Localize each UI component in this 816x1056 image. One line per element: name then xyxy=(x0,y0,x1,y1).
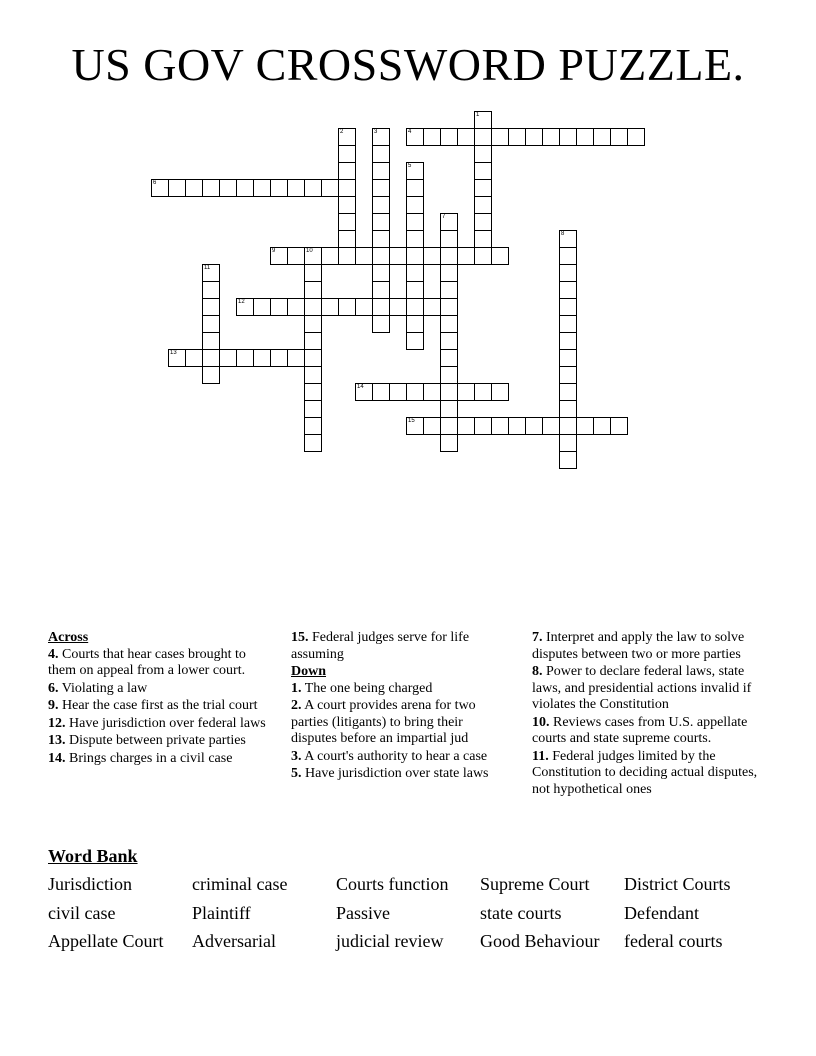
crossword-cell[interactable] xyxy=(236,349,254,367)
crossword-cell[interactable] xyxy=(372,145,390,163)
clue-across-15: 15. Federal judges serve for life assuming xyxy=(291,630,470,662)
crossword-cell[interactable] xyxy=(491,128,509,146)
crossword-cell[interactable] xyxy=(542,128,560,146)
crossword-cell[interactable] xyxy=(440,128,458,146)
clue-number: 11 xyxy=(204,265,211,271)
crossword-cell[interactable] xyxy=(440,247,458,265)
crossword-cell[interactable] xyxy=(525,417,543,435)
crossword-cell[interactable] xyxy=(474,111,492,129)
crossword-cell[interactable] xyxy=(610,128,628,146)
crossword-cell[interactable] xyxy=(270,298,288,316)
crossword-cell[interactable] xyxy=(440,230,458,248)
word-bank-item: Plaintiff xyxy=(192,902,251,923)
crossword-cell[interactable] xyxy=(406,230,424,248)
crossword-cell[interactable] xyxy=(372,298,390,316)
crossword-cell[interactable] xyxy=(304,332,322,350)
clue-down-8: 8. Power to declare federal laws, state laws, and presidential actions invalid if violates the Constitution xyxy=(532,664,752,712)
crossword-cell[interactable] xyxy=(406,247,424,265)
crossword-cell[interactable] xyxy=(151,179,169,197)
clue-across-14: 14. Brings charges in a civil case xyxy=(48,750,233,766)
crossword-cell[interactable] xyxy=(338,196,356,214)
clue-down-3: 3. A court's authority to hear a case xyxy=(291,748,488,764)
crossword-cell[interactable] xyxy=(406,332,424,350)
word-bank-item: Adversarial xyxy=(192,931,276,951)
clue-number: 13 xyxy=(170,350,177,356)
crossword-cell[interactable] xyxy=(406,213,424,231)
crossword-cell[interactable] xyxy=(491,247,509,265)
crossword-cell[interactable] xyxy=(491,417,509,435)
crossword-cell[interactable] xyxy=(593,417,611,435)
crossword-cell[interactable] xyxy=(304,366,322,384)
clue-down-7: 7. Interpret and apply the law to solve disputes between two or more parties xyxy=(532,630,745,662)
crossword-cell[interactable] xyxy=(559,128,577,146)
clue-number: 6 xyxy=(153,180,157,186)
word-bank-item: Defendant xyxy=(624,902,699,923)
clue-number: 9 xyxy=(272,248,276,254)
clue-column-2 xyxy=(291,630,505,784)
crossword-cell[interactable] xyxy=(457,128,475,146)
crossword-cell[interactable] xyxy=(304,434,322,452)
crossword-cell[interactable] xyxy=(304,264,322,282)
clue-number: 12 xyxy=(238,299,245,305)
crossword-cell[interactable] xyxy=(474,230,492,248)
crossword-cell[interactable] xyxy=(304,315,322,333)
clue-across-6: 6. Violating a law xyxy=(48,680,148,696)
crossword-cell[interactable] xyxy=(168,349,186,367)
crossword-cell[interactable] xyxy=(423,128,441,146)
clue-number: 15 xyxy=(408,418,415,424)
crossword-cell[interactable] xyxy=(474,417,492,435)
crossword-cell[interactable] xyxy=(406,162,424,180)
crossword-cell[interactable] xyxy=(406,298,424,316)
clue-across-4: 4. Courts that hear cases brought to them on appeal from a lower court. xyxy=(48,646,246,678)
word-bank-item: Courts function xyxy=(336,874,449,894)
clue-number: 14 xyxy=(357,384,364,390)
crossword-cell[interactable] xyxy=(474,162,492,180)
crossword-cell[interactable] xyxy=(440,434,458,452)
crossword-cell[interactable] xyxy=(559,230,577,248)
crossword-cell[interactable] xyxy=(508,417,526,435)
crossword-cell[interactable] xyxy=(304,281,322,299)
crossword-cell[interactable] xyxy=(406,315,424,333)
page-title: US GOV CROSSWORD PUZZLE. xyxy=(71,39,745,90)
clue-number: 2 xyxy=(340,129,344,135)
word-bank-item: District Courts xyxy=(624,874,731,894)
clue-down-11: 11. Federal judges limited by the Constitution to deciding actual disputes, not hypothetical ones xyxy=(532,748,758,797)
crossword-cell[interactable] xyxy=(321,247,339,265)
crossword-cell[interactable] xyxy=(202,315,220,333)
crossword-cell[interactable] xyxy=(202,281,220,299)
crossword-cell[interactable] xyxy=(372,213,390,231)
crossword-cell[interactable] xyxy=(287,349,305,367)
crossword-cell[interactable] xyxy=(338,298,356,316)
crossword-cell[interactable] xyxy=(440,383,458,401)
clue-down-10: 10. Reviews cases from U.S. appellate courts and state supreme courts. xyxy=(532,714,748,746)
crossword-cell[interactable] xyxy=(338,213,356,231)
crossword-cell[interactable] xyxy=(372,128,390,146)
crossword-cell[interactable] xyxy=(559,434,577,452)
crossword-cell[interactable] xyxy=(423,383,441,401)
crossword-cell[interactable] xyxy=(253,298,271,316)
crossword-cell[interactable] xyxy=(474,213,492,231)
crossword-cell[interactable] xyxy=(406,128,424,146)
crossword-cell[interactable] xyxy=(406,264,424,282)
crossword-cell[interactable] xyxy=(389,247,407,265)
crossword-cell[interactable] xyxy=(559,298,577,316)
crossword-cell[interactable] xyxy=(270,247,288,265)
crossword-cell[interactable] xyxy=(406,417,424,435)
crossword-cell[interactable] xyxy=(270,349,288,367)
crossword-cell[interactable] xyxy=(338,247,356,265)
clue-number: 3 xyxy=(374,129,378,135)
crossword-cell[interactable] xyxy=(542,417,560,435)
crossword-cell[interactable] xyxy=(474,128,492,146)
clue-across-12: 12. Have jurisdiction over federal laws xyxy=(48,715,266,731)
word-bank-item: Appellate Court xyxy=(48,931,164,951)
crossword-cell[interactable] xyxy=(372,281,390,299)
crossword-cell[interactable] xyxy=(372,315,390,333)
crossword-cell[interactable] xyxy=(338,179,356,197)
crossword-cell[interactable] xyxy=(253,349,271,367)
crossword-cell[interactable] xyxy=(304,417,322,435)
crossword-cell[interactable] xyxy=(304,179,322,197)
clue-column-1 xyxy=(48,630,270,768)
crossword-cell[interactable] xyxy=(440,332,458,350)
clue-across-13: 13. Dispute between private parties xyxy=(48,733,246,748)
crossword-cell[interactable] xyxy=(321,298,339,316)
crossword-cell[interactable] xyxy=(372,230,390,248)
crossword-cell[interactable] xyxy=(559,383,577,401)
crossword-cell[interactable] xyxy=(440,264,458,282)
crossword-cell[interactable] xyxy=(287,247,305,265)
crossword-cell[interactable] xyxy=(236,179,254,197)
crossword-cell[interactable] xyxy=(576,128,594,146)
clue-down-2: 2. A court provides arena for two parties (litigants) to bring their disputes before an impartial jud xyxy=(291,698,476,746)
crossword-cell[interactable] xyxy=(440,213,458,231)
crossword-cell[interactable] xyxy=(355,247,373,265)
clue-column-3 xyxy=(532,630,767,799)
crossword-cell[interactable] xyxy=(559,281,577,299)
crossword-cell[interactable] xyxy=(440,298,458,316)
word-bank-item: criminal case xyxy=(192,874,288,894)
crossword-cell[interactable] xyxy=(338,230,356,248)
crossword-cell[interactable] xyxy=(219,349,237,367)
crossword-cell[interactable] xyxy=(525,128,543,146)
clue-across-9: 9. Hear the case first as the trial court xyxy=(48,698,258,713)
crossword-cell[interactable] xyxy=(440,400,458,418)
crossword-cell[interactable] xyxy=(406,196,424,214)
crossword-cell[interactable] xyxy=(321,179,339,197)
clue-number: 1 xyxy=(476,112,480,118)
crossword-grid xyxy=(0,0,816,480)
crossword-cell[interactable] xyxy=(474,383,492,401)
crossword-cell[interactable] xyxy=(185,179,203,197)
crossword-cell[interactable] xyxy=(474,145,492,163)
crossword-cell[interactable] xyxy=(372,162,390,180)
word-bank-item: Jurisdiction xyxy=(48,874,132,894)
crossword-cell[interactable] xyxy=(559,451,577,469)
crossword-cell[interactable] xyxy=(202,366,220,384)
crossword-cell[interactable] xyxy=(355,298,373,316)
crossword-cell[interactable] xyxy=(559,332,577,350)
crossword-cell[interactable] xyxy=(440,315,458,333)
clue-number: 10 xyxy=(306,248,313,254)
crossword-cell[interactable] xyxy=(406,383,424,401)
crossword-cell[interactable] xyxy=(474,196,492,214)
clue-number: 7 xyxy=(442,214,446,220)
word-bank-heading: Word Bank xyxy=(48,846,138,866)
crossword-cell[interactable] xyxy=(253,179,271,197)
crossword-cell[interactable] xyxy=(372,264,390,282)
crossword-cell[interactable] xyxy=(236,298,254,316)
crossword-cell[interactable] xyxy=(559,400,577,418)
crossword-cell[interactable] xyxy=(338,128,356,146)
crossword-cell[interactable] xyxy=(559,417,577,435)
crossword-cell[interactable] xyxy=(440,366,458,384)
crossword-cell[interactable] xyxy=(372,179,390,197)
crossword-cell[interactable] xyxy=(593,128,611,146)
clue-number: 5 xyxy=(408,163,412,169)
crossword-cell[interactable] xyxy=(202,349,220,367)
word-bank-item: judicial review xyxy=(336,931,444,951)
crossword-cell[interactable] xyxy=(457,417,475,435)
word-bank-item: Good Behaviour xyxy=(480,931,600,951)
crossword-cell[interactable] xyxy=(440,417,458,435)
crossword-cell[interactable] xyxy=(576,417,594,435)
crossword-cell[interactable] xyxy=(372,196,390,214)
crossword-cell[interactable] xyxy=(440,349,458,367)
clue-number: 4 xyxy=(408,129,412,135)
crossword-cell[interactable] xyxy=(559,315,577,333)
crossword-cell[interactable] xyxy=(304,298,322,316)
crossword-cell[interactable] xyxy=(559,247,577,265)
word-bank-item: Supreme Court xyxy=(480,874,590,894)
down-heading: Down xyxy=(291,664,327,679)
crossword-cell[interactable] xyxy=(270,179,288,197)
crossword-cell[interactable] xyxy=(423,417,441,435)
crossword-cell[interactable] xyxy=(423,247,441,265)
crossword-cell[interactable] xyxy=(559,349,577,367)
across-heading: Across xyxy=(48,630,89,645)
crossword-cell[interactable] xyxy=(202,264,220,282)
crossword-cell[interactable] xyxy=(457,247,475,265)
crossword-cell[interactable] xyxy=(474,247,492,265)
crossword-cell[interactable] xyxy=(559,264,577,282)
crossword-cell[interactable] xyxy=(474,179,492,197)
crossword-cell[interactable] xyxy=(389,298,407,316)
crossword-cell[interactable] xyxy=(508,128,526,146)
word-bank xyxy=(48,874,778,953)
crossword-cell[interactable] xyxy=(559,366,577,384)
word-bank-item: federal courts xyxy=(624,931,723,951)
crossword-cell[interactable] xyxy=(287,298,305,316)
crossword-cell[interactable] xyxy=(304,383,322,401)
crossword-cell[interactable] xyxy=(457,383,475,401)
word-bank-item: civil case xyxy=(48,902,116,923)
clue-down-1: 1. The one being charged xyxy=(291,680,433,696)
crossword-cell[interactable] xyxy=(372,383,390,401)
crossword-cell[interactable] xyxy=(610,417,628,435)
clue-number: 8 xyxy=(561,231,565,237)
crossword-cell[interactable] xyxy=(355,383,373,401)
crossword-cell[interactable] xyxy=(338,145,356,163)
crossword-cell[interactable] xyxy=(440,281,458,299)
crossword-cell[interactable] xyxy=(389,383,407,401)
clue-down-5: 5. Have jurisdiction over state laws xyxy=(291,766,489,781)
crossword-cell[interactable] xyxy=(304,247,322,265)
crossword-cell[interactable] xyxy=(406,281,424,299)
crossword-cell[interactable] xyxy=(423,298,441,316)
word-bank-item: Passive xyxy=(336,902,390,923)
crossword-cell[interactable] xyxy=(304,349,322,367)
crossword-cell[interactable] xyxy=(406,179,424,197)
crossword-cell[interactable] xyxy=(202,179,220,197)
crossword-cell[interactable] xyxy=(372,247,390,265)
crossword-cell[interactable] xyxy=(202,332,220,350)
crossword-cell[interactable] xyxy=(219,179,237,197)
crossword-cell[interactable] xyxy=(202,298,220,316)
crossword-cell[interactable] xyxy=(304,400,322,418)
crossword-cell[interactable] xyxy=(168,179,186,197)
crossword-cell[interactable] xyxy=(627,128,645,146)
crossword-cell[interactable] xyxy=(491,383,509,401)
crossword-cell[interactable] xyxy=(338,162,356,180)
crossword-cell[interactable] xyxy=(287,179,305,197)
word-bank-item: state courts xyxy=(480,902,562,923)
crossword-cell[interactable] xyxy=(185,349,203,367)
